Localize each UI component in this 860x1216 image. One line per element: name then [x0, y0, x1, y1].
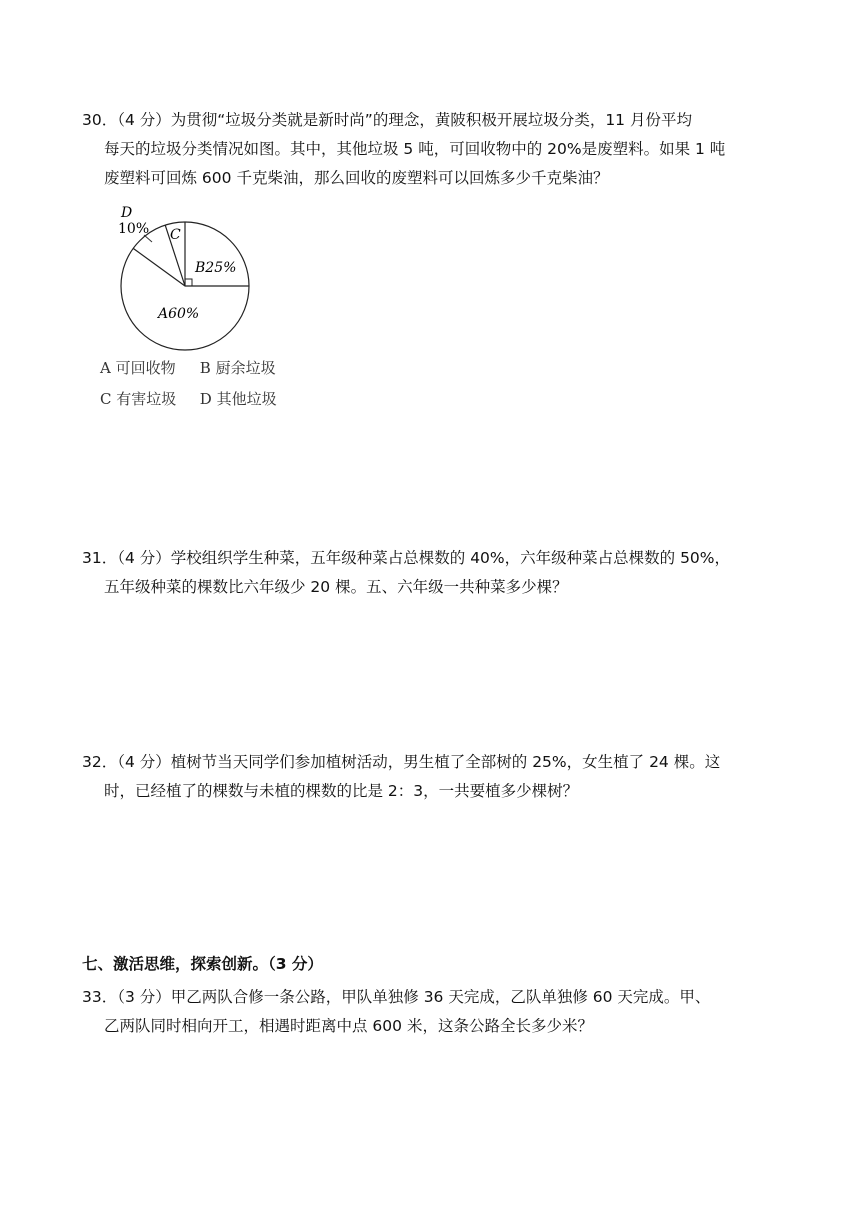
legend-item-c: C 有害垃圾	[100, 390, 177, 408]
legend-item-b: B 厨余垃圾	[199, 359, 276, 377]
slice-label-b: B25%	[195, 260, 237, 276]
pie-legend	[100, 357, 295, 409]
question-31	[82, 544, 782, 602]
question-33	[82, 983, 782, 1041]
slice-value-d: 10%	[118, 221, 150, 237]
question-30	[82, 106, 782, 193]
legend-row	[100, 357, 295, 378]
section-heading: 七、激活思维，探索创新。（3 分）	[82, 955, 323, 973]
legend-row	[100, 388, 295, 409]
question-text-line: 乙两队同时相向开工，相遇时距离中点 600 米，这条公路全长多少米？	[104, 1017, 593, 1035]
slice-label-d: D	[121, 205, 133, 221]
question-text-line: 32．（4 分）植树节当天同学们参加植树活动，男生植了全部树的 25%，女生植了 24 棵。这	[82, 753, 721, 771]
question-text-line: 废塑料可回炼 600 千克柴油，那么回收的废塑料可以回炼多少千克柴油？	[104, 169, 609, 187]
question-text-line: 33．（3 分）甲乙两队合修一条公路，甲队单独修 36 天完成，乙队单独修 60 天完成。甲、	[82, 988, 711, 1006]
slice-label-c: C	[170, 227, 181, 243]
question-text-line: 五年级种菜的棵数比六年级少 20 棵。五、六年级一共种菜多少棵？	[104, 578, 568, 596]
legend-item-a: A 可回收物	[100, 359, 176, 377]
legend-item-d: D 其他垃圾	[199, 390, 277, 408]
question-32	[82, 748, 782, 806]
pie-slices	[121, 222, 249, 350]
slice-label-a: A60%	[158, 306, 200, 322]
question-text-line: 31．（4 分）学校组织学生种菜，五年级种菜占总棵数的 40%，六年级种菜占总棵数的 50%，	[82, 549, 731, 567]
question-text-line: 每天的垃圾分类情况如图。其中，其他垃圾 5 吨，可回收物中的 20%是废塑料。如果 1 吨	[104, 140, 726, 158]
question-text-line: 时，已经植了的棵数与未植的棵数的比是 2：3，一共要植多少棵树？	[104, 782, 579, 800]
question-text-line: 30．（4 分）为贯彻“垃圾分类就是新时尚”的理念，黄陂积极开展垃圾分类，11 月份平均	[82, 111, 692, 129]
